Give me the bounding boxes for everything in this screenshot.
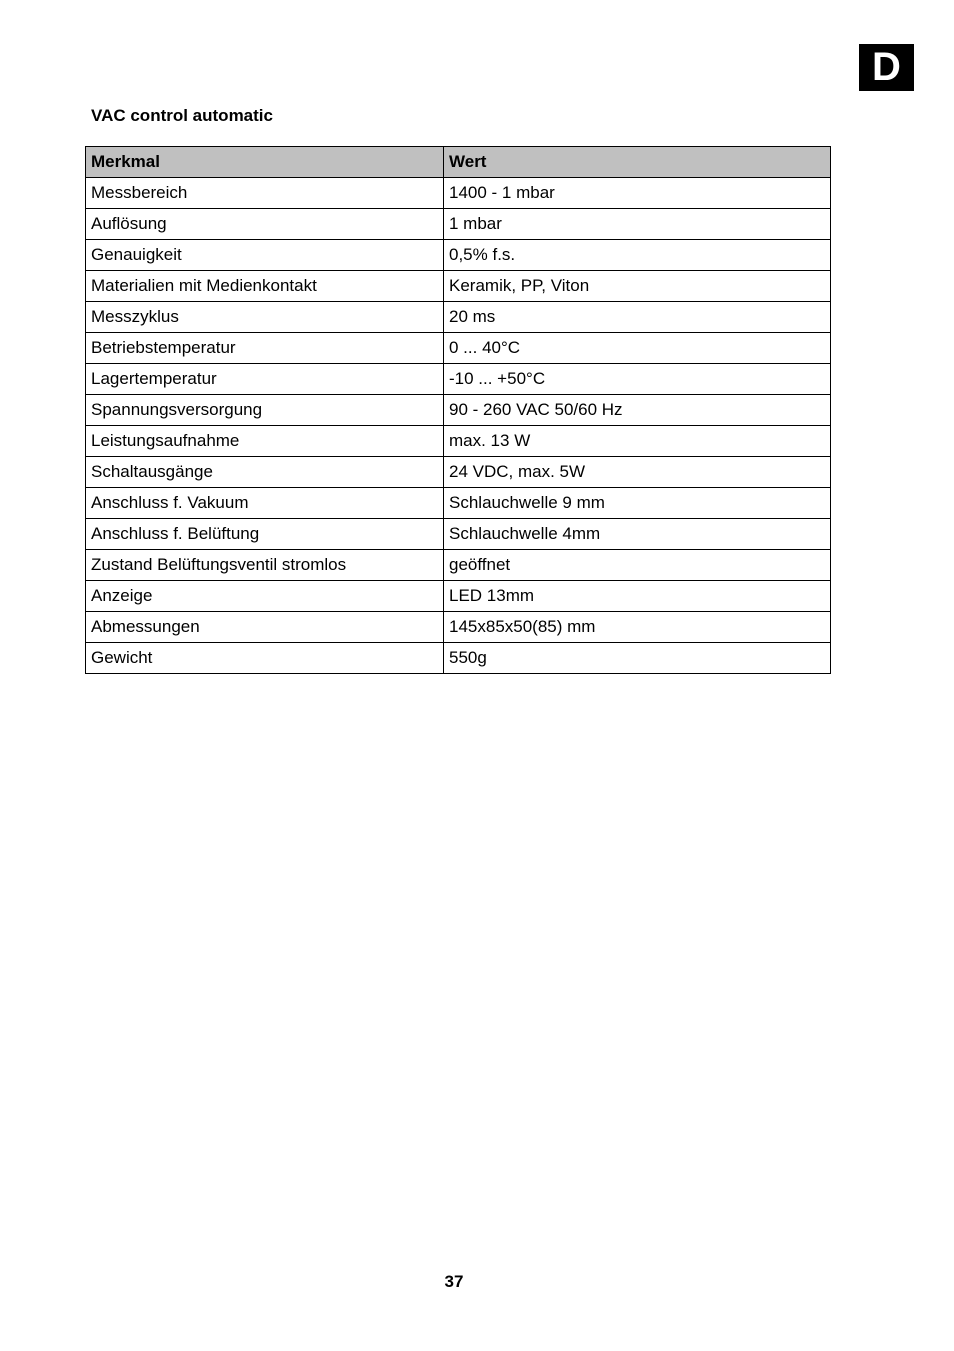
feature-cell: Genauigkeit (86, 240, 444, 271)
column-header-feature: Merkmal (86, 147, 444, 178)
value-cell: max. 13 W (444, 426, 831, 457)
feature-cell: Betriebstemperatur (86, 333, 444, 364)
table-row (86, 178, 831, 209)
table-row (86, 457, 831, 488)
table-row (86, 209, 831, 240)
table-row (86, 581, 831, 612)
feature-cell: Gewicht (86, 643, 444, 674)
value-cell: 20 ms (444, 302, 831, 333)
table-row (86, 271, 831, 302)
feature-cell: Leistungsaufnahme (86, 426, 444, 457)
column-header-value: Wert (444, 147, 831, 178)
value-cell: 145x85x50(85) mm (444, 612, 831, 643)
spec-table (85, 146, 831, 674)
table-row (86, 550, 831, 581)
feature-cell: Lagertemperatur (86, 364, 444, 395)
value-cell: 0,5% f.s. (444, 240, 831, 271)
value-cell: geöffnet (444, 550, 831, 581)
value-cell: -10 ... +50°C (444, 364, 831, 395)
table-row (86, 643, 831, 674)
table-row (86, 333, 831, 364)
section-title: VAC control automatic (91, 106, 273, 125)
page-number: 37 (444, 1272, 464, 1291)
value-cell: LED 13mm (444, 581, 831, 612)
table-row (86, 612, 831, 643)
feature-cell: Abmessungen (86, 612, 444, 643)
value-cell: 24 VDC, max. 5W (444, 457, 831, 488)
feature-cell: Spannungsversorgung (86, 395, 444, 426)
feature-cell: Messzyklus (86, 302, 444, 333)
language-badge: D (859, 44, 914, 91)
table-header-row (86, 147, 831, 178)
table-row (86, 519, 831, 550)
feature-cell: Messbereich (86, 178, 444, 209)
feature-cell: Schaltausgänge (86, 457, 444, 488)
value-cell: Schlauchwelle 4mm (444, 519, 831, 550)
value-cell: 90 - 260 VAC 50/60 Hz (444, 395, 831, 426)
value-cell: Schlauchwelle 9 mm (444, 488, 831, 519)
table-row (86, 426, 831, 457)
feature-cell: Zustand Belüftungsventil stromlos (86, 550, 444, 581)
table-row (86, 364, 831, 395)
feature-cell: Auflösung (86, 209, 444, 240)
value-cell: 1 mbar (444, 209, 831, 240)
value-cell: 1400 - 1 mbar (444, 178, 831, 209)
value-cell: 550g (444, 643, 831, 674)
feature-cell: Anschluss f. Belüftung (86, 519, 444, 550)
feature-cell: Anzeige (86, 581, 444, 612)
feature-cell: Anschluss f. Vakuum (86, 488, 444, 519)
table-row (86, 395, 831, 426)
value-cell: Keramik, PP, Viton (444, 271, 831, 302)
table-row (86, 240, 831, 271)
table-row (86, 302, 831, 333)
table-row (86, 488, 831, 519)
value-cell: 0 ... 40°C (444, 333, 831, 364)
feature-cell: Materialien mit Medienkontakt (86, 271, 444, 302)
